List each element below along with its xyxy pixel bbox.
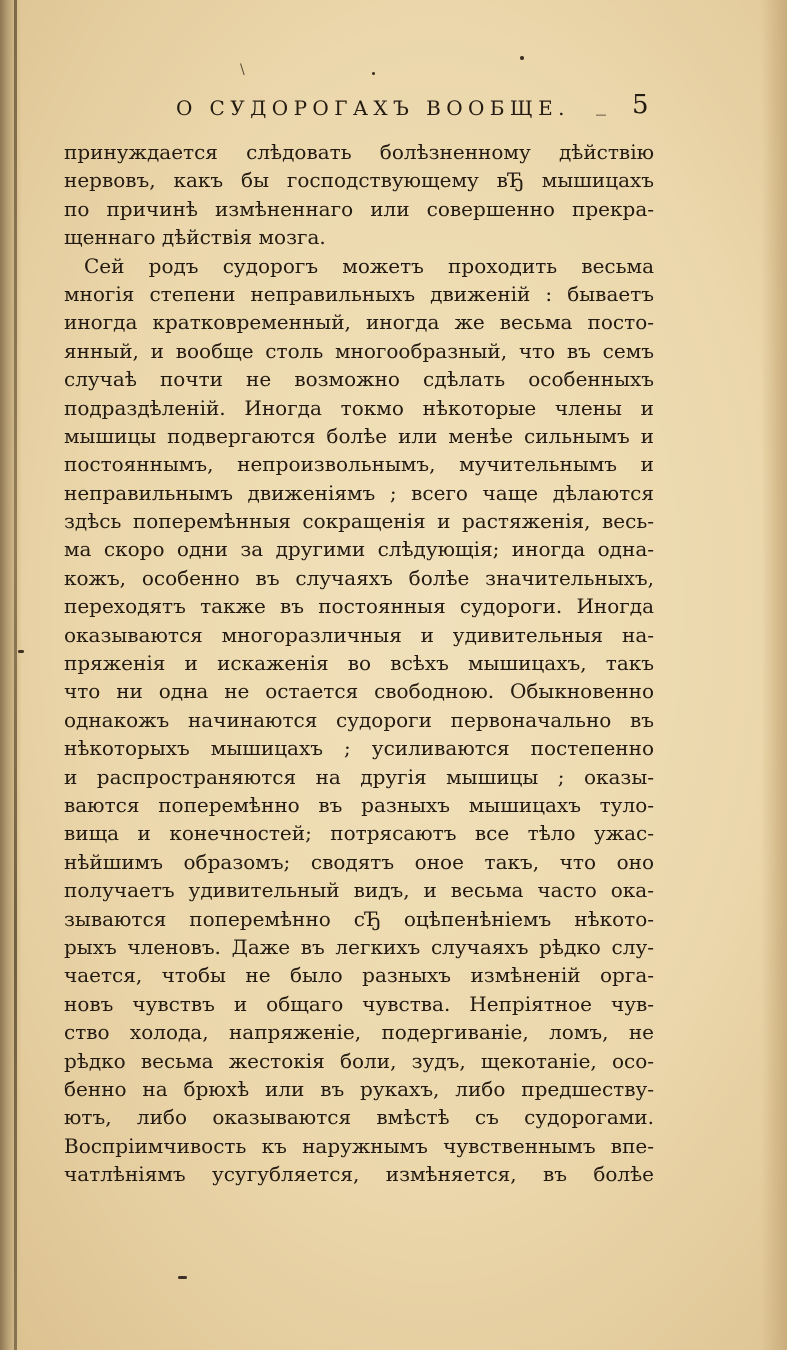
- paragraph: [64, 252, 654, 1189]
- text-line: однакожъ начинаются судороги первоначально въ: [64, 707, 654, 732]
- text-line: чатлѣнiямъ усугубляется, измѣняется, въ болѣе: [64, 1162, 654, 1187]
- ink-mark: \: [240, 62, 245, 78]
- text-line: бенно на брюхѣ или въ рукахъ, либо предшеству-: [64, 1076, 654, 1101]
- text-line: новъ чувствъ и общаго чувства. Непрiятное чув-: [64, 991, 654, 1016]
- text-line: Воспрiимчивость къ наружнымъ чувственнымъ впе-: [64, 1133, 654, 1158]
- page-header: [176, 92, 656, 128]
- text-line: и распространяются на другiя мышицы ; оказы-: [64, 764, 654, 789]
- text-line: Сей родъ судорогъ можетъ проходить весьма: [84, 253, 654, 278]
- text-line: ваются поперемѣнно въ разныхъ мышицахъ туло-: [64, 792, 654, 817]
- text-line: иногда кратковременный, иногда же весьма посто-: [64, 310, 654, 335]
- text-line: мышицы подвергаются болѣе или менѣе сильнымъ и: [64, 423, 654, 448]
- text-line: переходятъ также въ постоянныя судороги. Иногда: [64, 594, 654, 619]
- page-gutter: [0, 0, 22, 1350]
- binding-edge: [14, 0, 17, 1350]
- text-line: нѣйшимъ образомъ; сводятъ оное такъ, что оно: [64, 849, 654, 874]
- text-line: ма скоро одни за другими слѣдующiя; иногда одна-: [64, 537, 654, 562]
- text-line: по причинѣ измѣненнаго или совершенно прекра-: [64, 196, 654, 221]
- ink-speck: [178, 1276, 187, 1279]
- page-number: 5: [632, 90, 649, 120]
- text-line: получаетъ удивительный видъ, и весьма часто ока-: [64, 878, 654, 903]
- text-line: случаѣ почти не возможно сдѣлать особенныхъ: [64, 367, 654, 392]
- text-line: постояннымъ, непроизвольнымъ, мучительнымъ и: [64, 452, 654, 477]
- text-line: неправильнымъ движенiямъ ; всего чаще дѣлаются: [64, 480, 654, 505]
- text-line: что ни одна не остается свободною. Обыкновенно: [64, 679, 654, 704]
- paragraph: [64, 138, 654, 252]
- text-line: рѣдко весьма жестокiя боли, зудъ, щекотанiе, осо-: [64, 1048, 654, 1073]
- ink-speck: [372, 72, 375, 75]
- text-line: зываются поперемѣнно сЂ оцѣпенѣнiемъ нѣкото-: [64, 906, 654, 931]
- text-line: вища и конечностей; потрясаютъ все тѣло ужас-: [64, 821, 654, 846]
- text-line: оказываются многоразличныя и удивительныя на-: [64, 622, 654, 647]
- page-edge-shadow: [761, 0, 787, 1350]
- text-line: пряженiя и искаженiя во всѣхъ мышицахъ, такъ: [64, 651, 654, 676]
- text-line: подраздѣленiй. Иногда токмо нѣкоторые члены и: [64, 395, 654, 420]
- text-line: чается, чтобы не было разныхъ измѣненiй орга-: [64, 963, 654, 988]
- running-title: О СУДОРОГАХЪ ВООБЩЕ.: [176, 96, 570, 120]
- text-line: ютъ, либо оказываются вмѣстѣ съ судорогами.: [64, 1105, 654, 1130]
- text-line: многiя степени неправильныхъ движенiй : бываетъ: [64, 281, 654, 306]
- text-line: принуждается слѣдовать болѣзненному дѣйствiю: [64, 140, 654, 164]
- text-line: янный, и вообще столь многообразный, что въ семъ: [64, 338, 654, 363]
- text-line: ство холода, напряженiе, подергиванiе, ломъ, не: [64, 1020, 654, 1045]
- header-dash: _: [596, 92, 606, 116]
- ink-speck: [18, 650, 24, 653]
- text-line: нѣкоторыхъ мышицахъ ; усиливаются постепенно: [64, 736, 654, 761]
- text-line: рыхъ членовъ. Даже въ легкихъ случаяхъ рѣдко слу-: [64, 934, 654, 959]
- body-text: [64, 138, 654, 1188]
- text-line: здѣсь поперемѣнныя сокращенiя и растяженiя, весь-: [64, 509, 654, 534]
- text-line: кожъ, особенно въ случаяхъ болѣе значительныхъ,: [64, 565, 654, 590]
- text-line: нервовъ, какъ бы господствующему вЂ мышицахъ: [64, 168, 654, 193]
- text-line: щеннаго дѣйствiя мозга.: [64, 225, 326, 250]
- ink-speck: [520, 56, 524, 60]
